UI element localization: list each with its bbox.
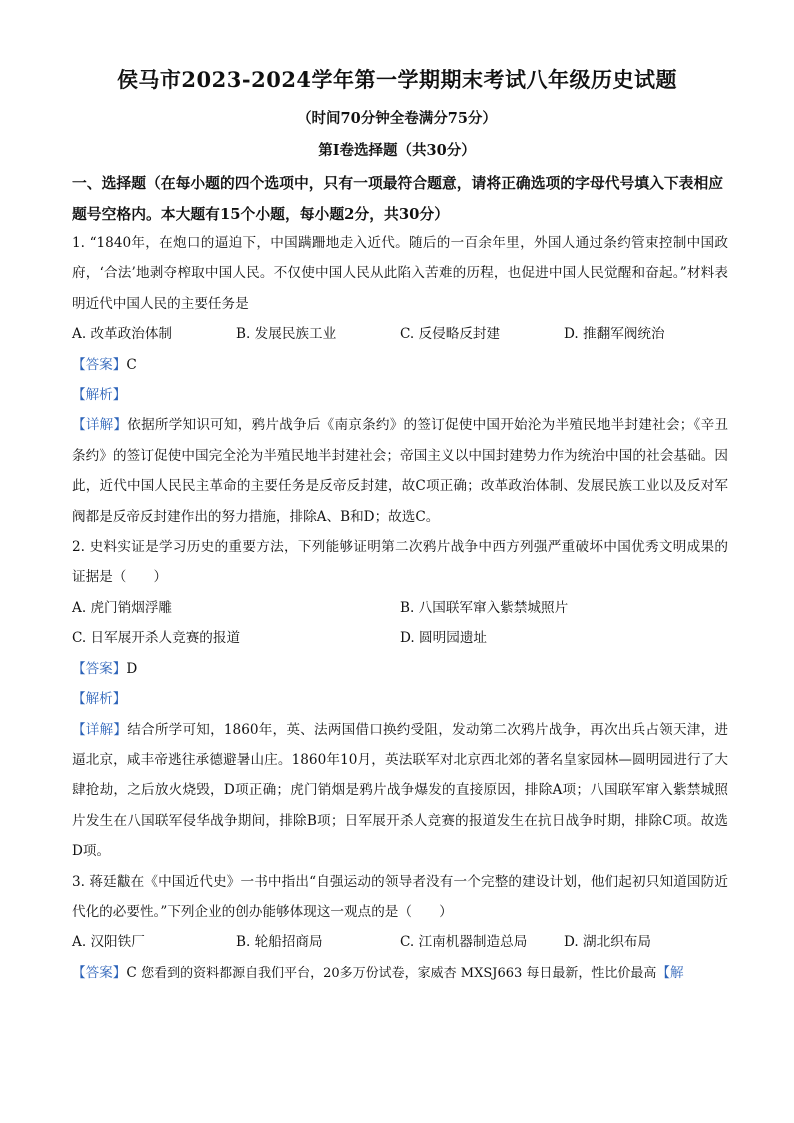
q1-option-c: C. 反侵略反封建: [400, 326, 501, 343]
answer-tag: 【答案】: [72, 356, 127, 373]
q3-stem: 3. 蒋廷黻在《中国近代史》一书中指出“自强运动的领导者没有一个完整的建设计划，他们起初只知道国防近代化的必要性。”下列企业的创办能够体现这一观点的是（ ）: [72, 873, 728, 920]
q3-option-d: D. 湖北织布局: [564, 934, 652, 951]
q3-answer-line: [72, 958, 728, 989]
q1-answer-line: [72, 350, 728, 380]
q3-answer: C: [126, 964, 137, 981]
q1-answer: C: [126, 356, 137, 373]
q1-detail-text: 依据所学知识可知，鸦片战争后《南京条约》的签订促使中国开始沦为半殖民地半封建社会；《辛丑条约》的签订促使中国完全沦为半殖民地半封建社会；帝国主义以中国封建势力作为统治中国的社会基础。因此，近代中国人民民主革命的主要任务是反帝反封建，故C项正确；改革政治体制、发展民族工业以及反对军阀都是反帝反封建作出的努力措施，排除A、B和D；故选C。: [72, 417, 729, 525]
q3-option-b: B. 轮船招商局: [236, 934, 323, 951]
q2-options-row1: [72, 593, 728, 623]
section-heading: 一、选择题（在每小题的四个选项中，只有一项最符合题意，请将正确选项的字母代号填入下表相应题号空格内。本大题有15个小题，每小题2分，共30分）: [72, 175, 724, 223]
exam-duration-note: （时间70分钟全卷满分75分）: [297, 110, 497, 127]
q2-option-b: B. 八国联军窜入紫禁城照片: [400, 599, 569, 616]
q3-option-c: C. 江南机器制造总局: [400, 934, 528, 951]
q1-options: [72, 319, 728, 349]
detail-tag: 【详解】: [72, 417, 128, 434]
detail-tag: 【详解】: [72, 721, 128, 738]
q2-analysis-line: [72, 684, 728, 714]
q2-stem: 2. 史料实证是学习历史的重要方法，下列能够证明第二次鸦片战争中西方列强严重破坏中国优秀文明成果的证据是（ ）: [72, 539, 728, 586]
q2-detail-text: 结合所学可知，1860年，英、法两国借口换约受阻，发动第二次鸦片战争，再次出兵占领天津，进逼北京，咸丰帝逃往承德避暑山庄。1860年10月，英法联军对北京西北郊的著名皇家园林—圆明园进行了大肆抢劫，之后放火烧毁，D项正确；虎门销烟是鸦片战争爆发的直接原因，排除A项；八国联军窜入紫禁城照片发生在八国联军侵华战争期间，排除B项；日军展开杀人竞赛的报道发生在抗日战争时期，排除C项。故选D项。: [72, 721, 729, 860]
q1-option-a: A. 改革政治体制: [72, 326, 173, 343]
q3-options: [72, 927, 728, 957]
q2-options-row2: [72, 623, 728, 653]
q2-answer-line: [72, 654, 728, 684]
q2-option-a: A. 虎门销烟浮雕: [72, 599, 173, 616]
analysis-tag-partial: 【解: [656, 964, 684, 981]
answer-tag: 【答案】: [72, 660, 127, 677]
q1-analysis-line: [72, 380, 728, 410]
q1-option-d: D. 推翻军阀统治: [564, 326, 665, 343]
q2-option-c: C. 日军展开杀人竞赛的报道: [72, 630, 241, 647]
analysis-tag: 【解析】: [72, 691, 127, 708]
q2-option-d: D. 圆明园遗址: [400, 630, 488, 647]
part-heading: 第Ⅰ卷选择题（共30分）: [318, 142, 476, 159]
analysis-tag: 【解析】: [72, 387, 127, 404]
q2-answer: D: [126, 660, 138, 677]
q1-stem: 1. “1840年，在炮口的逼迫下，中国蹒跚地走入近代。随后的一百余年里，外国人通过条约管束控制中国政府，‘合法’地剥夺榨取中国人民。不仅使中国人民从此陷入苦难的历程，也促进中国人民觉醒和奋起。”材料表明近代中国人民的主要任务是: [72, 235, 728, 312]
q1-detail: [72, 410, 728, 532]
promo-banner-text: 您看到的资料都源自我们平台，20多万份试卷，家威杏 MXSJ663 每日最新，性比价最高: [141, 965, 657, 981]
q2-detail: [72, 715, 728, 867]
answer-tag: 【答案】: [72, 964, 127, 981]
page-title: 侯马市2023-2024学年第一学期期末考试八年级历史试题: [116, 67, 678, 92]
question-list: [72, 228, 728, 989]
q1-option-b: B. 发展民族工业: [236, 326, 337, 343]
q3-option-a: A. 汉阳铁厂: [72, 934, 145, 951]
